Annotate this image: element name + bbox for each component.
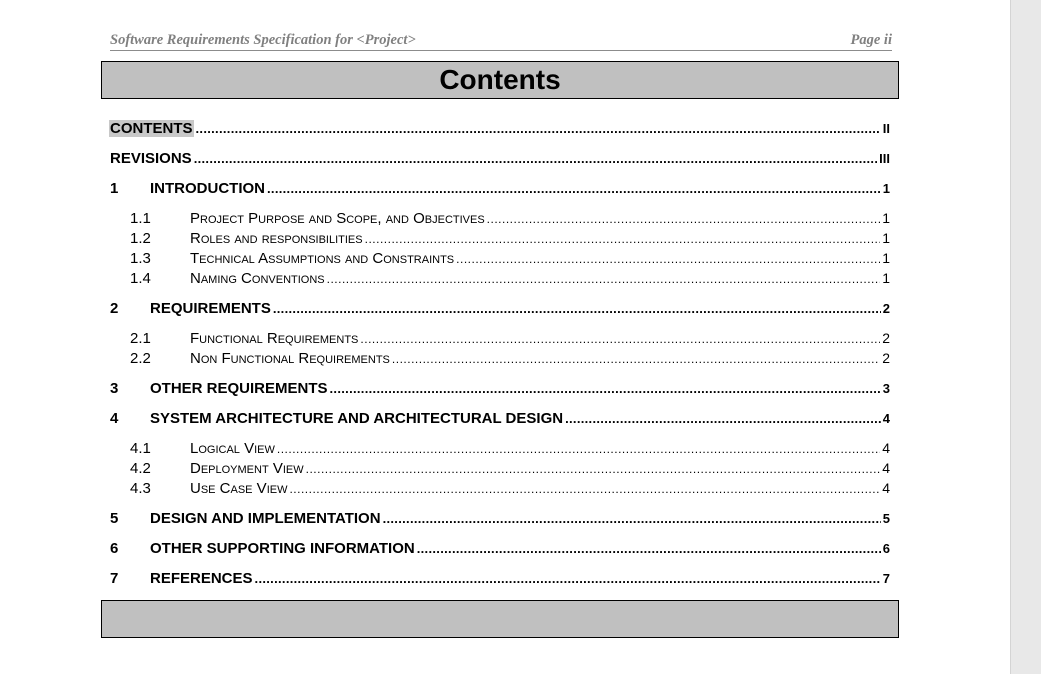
toc-leader bbox=[456, 252, 880, 266]
toc-label: OTHER SUPPORTING INFORMATION bbox=[150, 540, 415, 557]
toc-page: 1 bbox=[882, 270, 890, 286]
toc-entry-6[interactable] bbox=[110, 540, 890, 562]
toc-leader bbox=[327, 272, 881, 286]
toc-label: INTRODUCTION bbox=[150, 180, 265, 197]
toc-page: III bbox=[879, 151, 890, 166]
toc-number: 1.1 bbox=[130, 210, 151, 227]
toc-label: Use Case View bbox=[190, 480, 288, 497]
toc-entry-1-3[interactable] bbox=[110, 250, 890, 270]
header-page-number: Page ii bbox=[850, 32, 892, 48]
toc-label: REVISIONS bbox=[110, 150, 192, 167]
toc-label: Functional Requirements bbox=[190, 330, 359, 347]
toc-label: REQUIREMENTS bbox=[150, 300, 271, 317]
toc-page: 2 bbox=[882, 330, 890, 346]
toc-entry-contents[interactable] bbox=[110, 120, 890, 142]
toc-number: 6 bbox=[110, 540, 119, 557]
toc-entry-1-1[interactable] bbox=[110, 210, 890, 230]
toc-leader bbox=[365, 232, 881, 246]
toc-entry-1-4[interactable] bbox=[110, 270, 890, 290]
toc-number: 7 bbox=[110, 570, 119, 587]
toc-entry-2-1[interactable] bbox=[110, 330, 890, 350]
toc-page: 1 bbox=[882, 210, 890, 226]
toc-leader bbox=[267, 181, 881, 196]
toc-entry-revisions[interactable] bbox=[110, 150, 890, 172]
toc-entry-4-2[interactable] bbox=[110, 460, 890, 480]
toc-page: 4 bbox=[882, 440, 890, 456]
toc-entry-1-2[interactable] bbox=[110, 230, 890, 250]
toc-entry-7[interactable] bbox=[110, 570, 890, 592]
toc-page: 2 bbox=[882, 350, 890, 366]
toc-number: 1.4 bbox=[130, 270, 151, 287]
toc-number: 2 bbox=[110, 300, 119, 317]
toc-label: OTHER REQUIREMENTS bbox=[150, 380, 328, 397]
toc-page: 1 bbox=[882, 181, 890, 196]
toc-page: 4 bbox=[882, 411, 890, 426]
toc-label: Non Functional Requirements bbox=[190, 350, 390, 367]
page-header bbox=[110, 32, 892, 51]
toc-leader bbox=[417, 541, 881, 556]
toc-number: 4.1 bbox=[130, 440, 151, 457]
document-margin-strip bbox=[1010, 0, 1041, 674]
toc-entry-5[interactable] bbox=[110, 510, 890, 532]
toc-number: 3 bbox=[110, 380, 119, 397]
toc-number: 2.2 bbox=[130, 350, 151, 367]
toc-label: CONTENTS bbox=[110, 120, 193, 137]
toc-entry-4[interactable] bbox=[110, 410, 890, 432]
toc-leader bbox=[273, 301, 881, 316]
toc-label: Project Purpose and Scope, and Objectives bbox=[190, 210, 485, 227]
toc-entry-2-2[interactable] bbox=[110, 350, 890, 370]
toc-page: 6 bbox=[882, 541, 890, 556]
toc-leader bbox=[487, 212, 881, 226]
toc-label: SYSTEM ARCHITECTURE AND ARCHITECTURAL DESIGN bbox=[150, 410, 564, 427]
toc-leader bbox=[277, 442, 880, 456]
header-document-title: Software Requirements Specification for <Project> bbox=[110, 32, 416, 48]
toc-page: 4 bbox=[882, 480, 890, 496]
toc-label: REFERENCES bbox=[150, 570, 253, 587]
toc-entry-2[interactable] bbox=[110, 300, 890, 322]
toc-label: Naming Conventions bbox=[190, 270, 325, 287]
toc-page: II bbox=[882, 121, 890, 136]
toc-page: 4 bbox=[882, 460, 890, 476]
toc-label: DESIGN AND IMPLEMENTATION bbox=[150, 510, 381, 527]
toc-page: 3 bbox=[882, 381, 890, 396]
toc-leader bbox=[383, 511, 881, 526]
toc-number: 1 bbox=[110, 180, 119, 197]
toc-number: 4 bbox=[110, 410, 119, 427]
toc-leader bbox=[360, 332, 880, 346]
toc-number: 1.3 bbox=[130, 250, 151, 267]
toc-leader bbox=[194, 151, 877, 166]
toc-entry-4-1[interactable] bbox=[110, 440, 890, 460]
toc-page: 7 bbox=[882, 571, 890, 586]
toc-label: Technical Assumptions and Constraints bbox=[190, 250, 455, 267]
toc-number: 4.3 bbox=[130, 480, 151, 497]
contents-heading: Contents bbox=[101, 61, 899, 99]
toc-leader bbox=[330, 381, 881, 396]
toc-label: Deployment View bbox=[190, 460, 304, 477]
toc-entry-3[interactable] bbox=[110, 380, 890, 402]
toc-entry-4-3[interactable] bbox=[110, 480, 890, 500]
toc-page: 1 bbox=[882, 230, 890, 246]
toc-entry-1[interactable] bbox=[110, 180, 890, 202]
toc-leader bbox=[565, 411, 881, 426]
toc-label: Logical View bbox=[190, 440, 275, 457]
toc-number: 4.2 bbox=[130, 460, 151, 477]
toc-number: 1.2 bbox=[130, 230, 151, 247]
toc-page: 1 bbox=[882, 250, 890, 266]
toc-leader bbox=[306, 462, 881, 476]
toc-page: 5 bbox=[882, 511, 890, 526]
toc-leader bbox=[255, 571, 881, 586]
toc-leader bbox=[289, 482, 880, 496]
toc-number: 2.1 bbox=[130, 330, 151, 347]
toc-leader bbox=[392, 352, 880, 366]
toc-number: 5 bbox=[110, 510, 119, 527]
toc-leader bbox=[196, 121, 881, 136]
empty-shaded-box bbox=[101, 600, 899, 638]
toc-label: Roles and responsibilities bbox=[190, 230, 363, 247]
toc-page: 2 bbox=[882, 301, 890, 316]
